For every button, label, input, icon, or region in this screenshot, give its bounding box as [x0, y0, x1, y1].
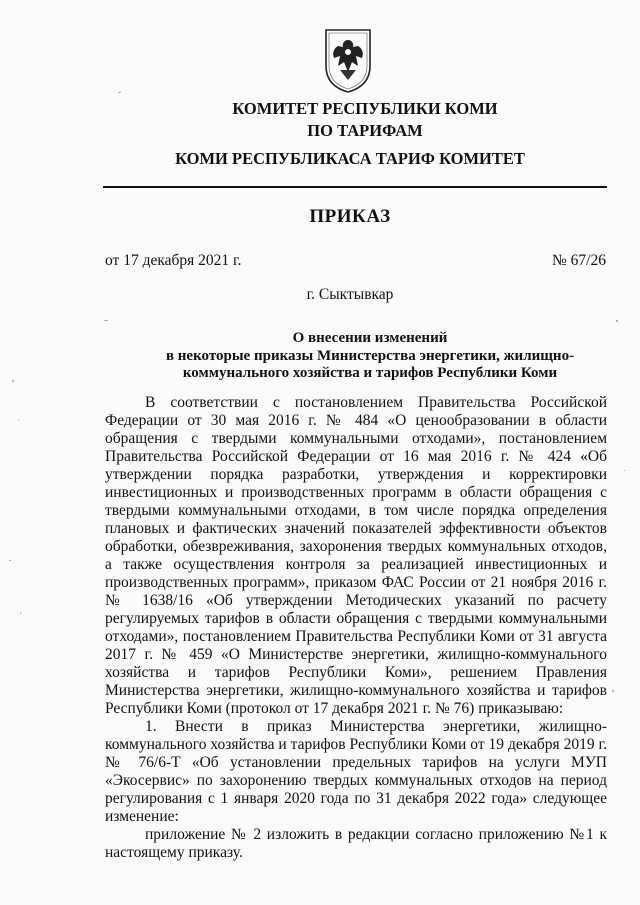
body-paragraph-item1-change: приложение № 2 изложить в редакции согласно приложению №1 к настоящему приказу.	[105, 826, 607, 861]
title-line3: коммунального хозяйства и тарифов Республики Коми	[182, 365, 558, 381]
document-title	[150, 330, 590, 383]
org-name-komi: КОМИ РЕСПУБЛИКАСА ТАРИФ КОМИТЕТ	[175, 149, 525, 168]
title-line1: О внесении изменений	[292, 330, 448, 346]
document-body	[105, 394, 607, 862]
org-name-line2: ПО ТАРИФАМ	[307, 121, 423, 140]
document-type: ПРИКАЗ	[309, 206, 391, 227]
body-paragraph-item1: 1. Внести в приказ Министерства энергетики, жилищно-коммунального хозяйства и тарифов Республики Коми от 19 декабря 2019 г. № 76/6-Т «Об установлении предельных тарифов на услуги МУП «Экосервис» по захоронению твердых коммунальных отходов на период регулирования с 1 января 2020 года по 31 декабря 2022 года» следующее изменение:	[105, 718, 607, 825]
coat-of-arms-emblem	[322, 26, 374, 94]
body-paragraph-preamble: В соответствии с постановлением Правительства Российской Федерации от 30 мая 2016 г. № 484 «О ценообразовании в области обращения с твердыми коммунальными отходами», постановлением Правительства Российской Федерации от 16 мая 2016 г. № 424 «Об утверждении порядка разработки, утверждения и корректировки инвестиционных и производственных программ в области обращения с твердыми коммунальными отходами, в том числе порядка определения плановых и фактических значений показателей эффективности объектов обработки, обезвреживания, захоронения твердых коммунальных отходов, а также осуществления контроля за реализацией инвестиционных и производственных программ», приказом ФАС России от 21 ноября 2016 г. № 1638/16 «Об утверждении Методических указаний по расчету регулируемых тарифов в области обращения с твердыми коммунальными отходами», постановлением Правительства Республики Коми от 31 августа 2017 г. № 459 «О Министерстве энергетики, жилищно-коммунального хозяйства и тарифов Республики Коми», решением Правления Министерства энергетики, жилищно-коммунального хозяйства и тарифов Республики Коми (протокол от 17 декабря 2021 г. № 76) приказываю:	[105, 394, 607, 717]
org-name-line1: КОМИТЕТ РЕСПУБЛИКИ КОМИ	[232, 99, 498, 118]
title-line2: в некоторые приказы Министерства энергетики, жилищно-	[165, 347, 575, 364]
header-divider	[103, 186, 607, 188]
document-city: г. Сыктывкар	[306, 286, 394, 303]
document-number: № 67/26	[552, 252, 606, 269]
document-date: от 17 декабря 2021 г.	[105, 252, 242, 269]
